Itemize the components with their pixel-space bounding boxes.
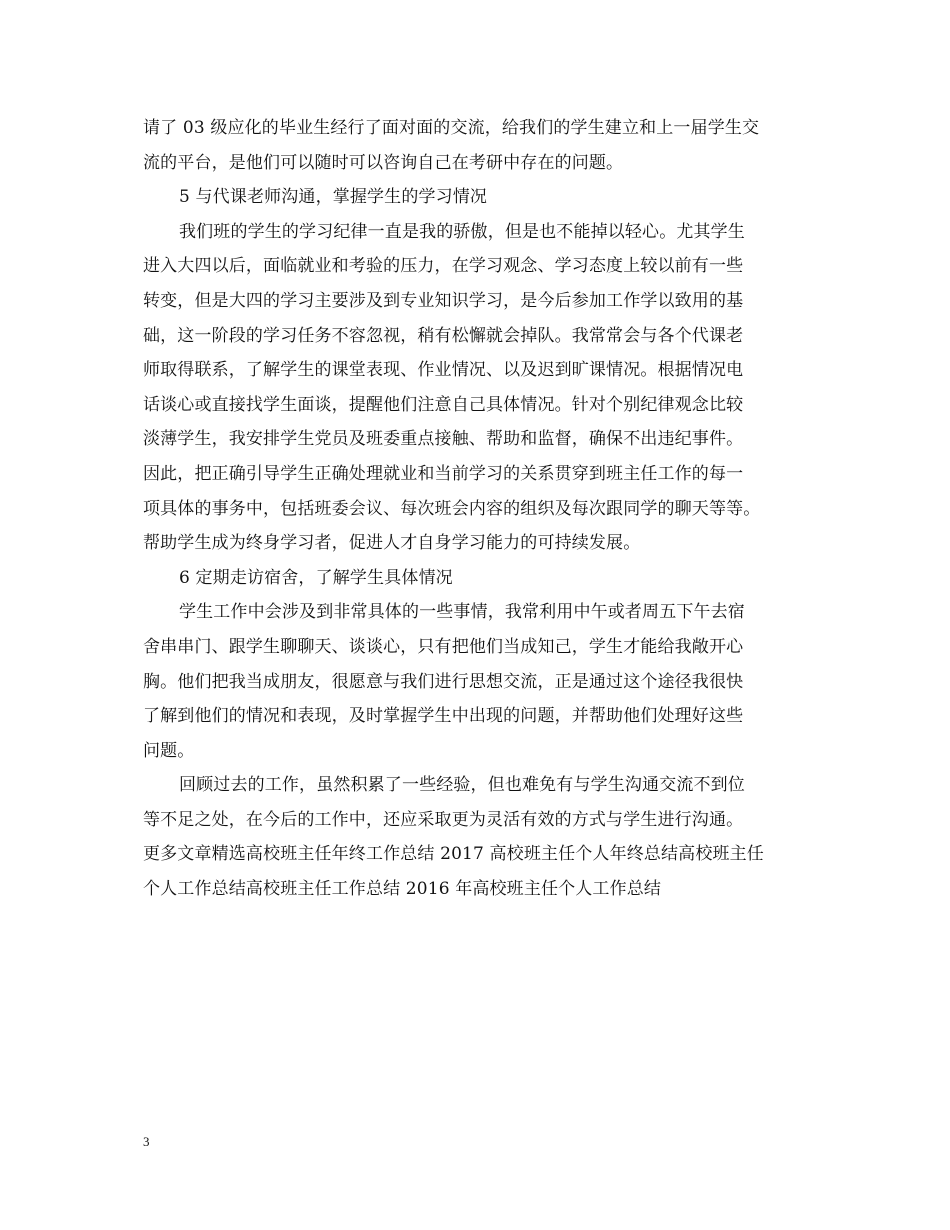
text-line: 础，这一阶段的学习任务不容忽视，稍有松懈就会掉队。我常常会与各个代课老 <box>143 325 744 346</box>
text-line: 舍串串门、跟学生聊聊天、谈谈心，只有把他们当成知己，学生才能给我敞开心 <box>143 636 744 657</box>
text-line: 流的平台，是他们可以随时可以咨询自己在考研中存在的问题。 <box>143 152 624 173</box>
section-heading: 6 定期走访宿舍，了解学生具体情况 <box>179 567 453 588</box>
text-line: 进入大四以后，面临就业和考验的压力，在学习观念、学习态度上较以前有一些 <box>143 256 744 277</box>
text-line: 师取得联系，了解学生的课堂表现、作业情况、以及迟到旷课情况。根据情况电 <box>143 360 744 381</box>
text-line: 因此，把正确引导学生正确处理就业和当前学习的关系贯穿到班主任工作的每一 <box>143 463 744 484</box>
text-line: 话谈心或直接找学生面谈，提醒他们注意自己具体情况。针对个别纪律观念比较 <box>143 394 744 415</box>
text-line: 淡薄学生，我安排学生党员及班委重点接触、帮助和监督，确保不出违纪事件。 <box>143 429 744 450</box>
text-line: 个人工作总结高校班主任工作总结 2016 年高校班主任个人工作总结 <box>143 879 662 900</box>
text-line: 帮助学生成为终身学习者，促进人才自身学习能力的可持续发展。 <box>143 533 641 554</box>
text-line: 等不足之处，在今后的工作中，还应采取更为灵活有效的方式与学生进行沟通。 <box>143 809 744 830</box>
text-line: 回顾过去的工作，虽然积累了一些经验，但也难免有与学生沟通交流不到位 <box>179 775 745 796</box>
text-line: 更多文章精选高校班主任年终工作总结 2017 高校班主任个人年终总结高校班主任 <box>143 844 764 865</box>
text-line: 了解到他们的情况和表现，及时掌握学生中出现的问题，并帮助他们处理好这些 <box>143 706 744 727</box>
text-line: 项具体的事务中，包括班委会议、每次班会内容的组织及每次跟同学的聊天等等。 <box>143 498 761 519</box>
text-line: 胸。他们把我当成朋友，很愿意与我们进行思想交流，正是通过这个途径我很快 <box>143 671 744 692</box>
page-number: 3 <box>143 1134 150 1149</box>
text-line: 转变，但是大四的学习主要涉及到专业知识学习，是今后参加工作学以致用的基 <box>143 290 744 311</box>
text-line: 问题。 <box>143 740 195 761</box>
text-line: 我们班的学生的学习纪律一直是我的骄傲，但是也不能掉以轻心。尤其学生 <box>179 221 745 242</box>
section-heading: 5 与代课老师沟通，掌握学生的学习情况 <box>179 187 488 208</box>
body-text <box>143 111 813 907</box>
text-line: 学生工作中会涉及到非常具体的一些事情，我常利用中午或者周五下午去宿 <box>179 602 745 623</box>
text-line: 请了 03 级应化的毕业生经行了面对面的交流，给我们的学生建立和上一届学生交 <box>143 118 760 138</box>
